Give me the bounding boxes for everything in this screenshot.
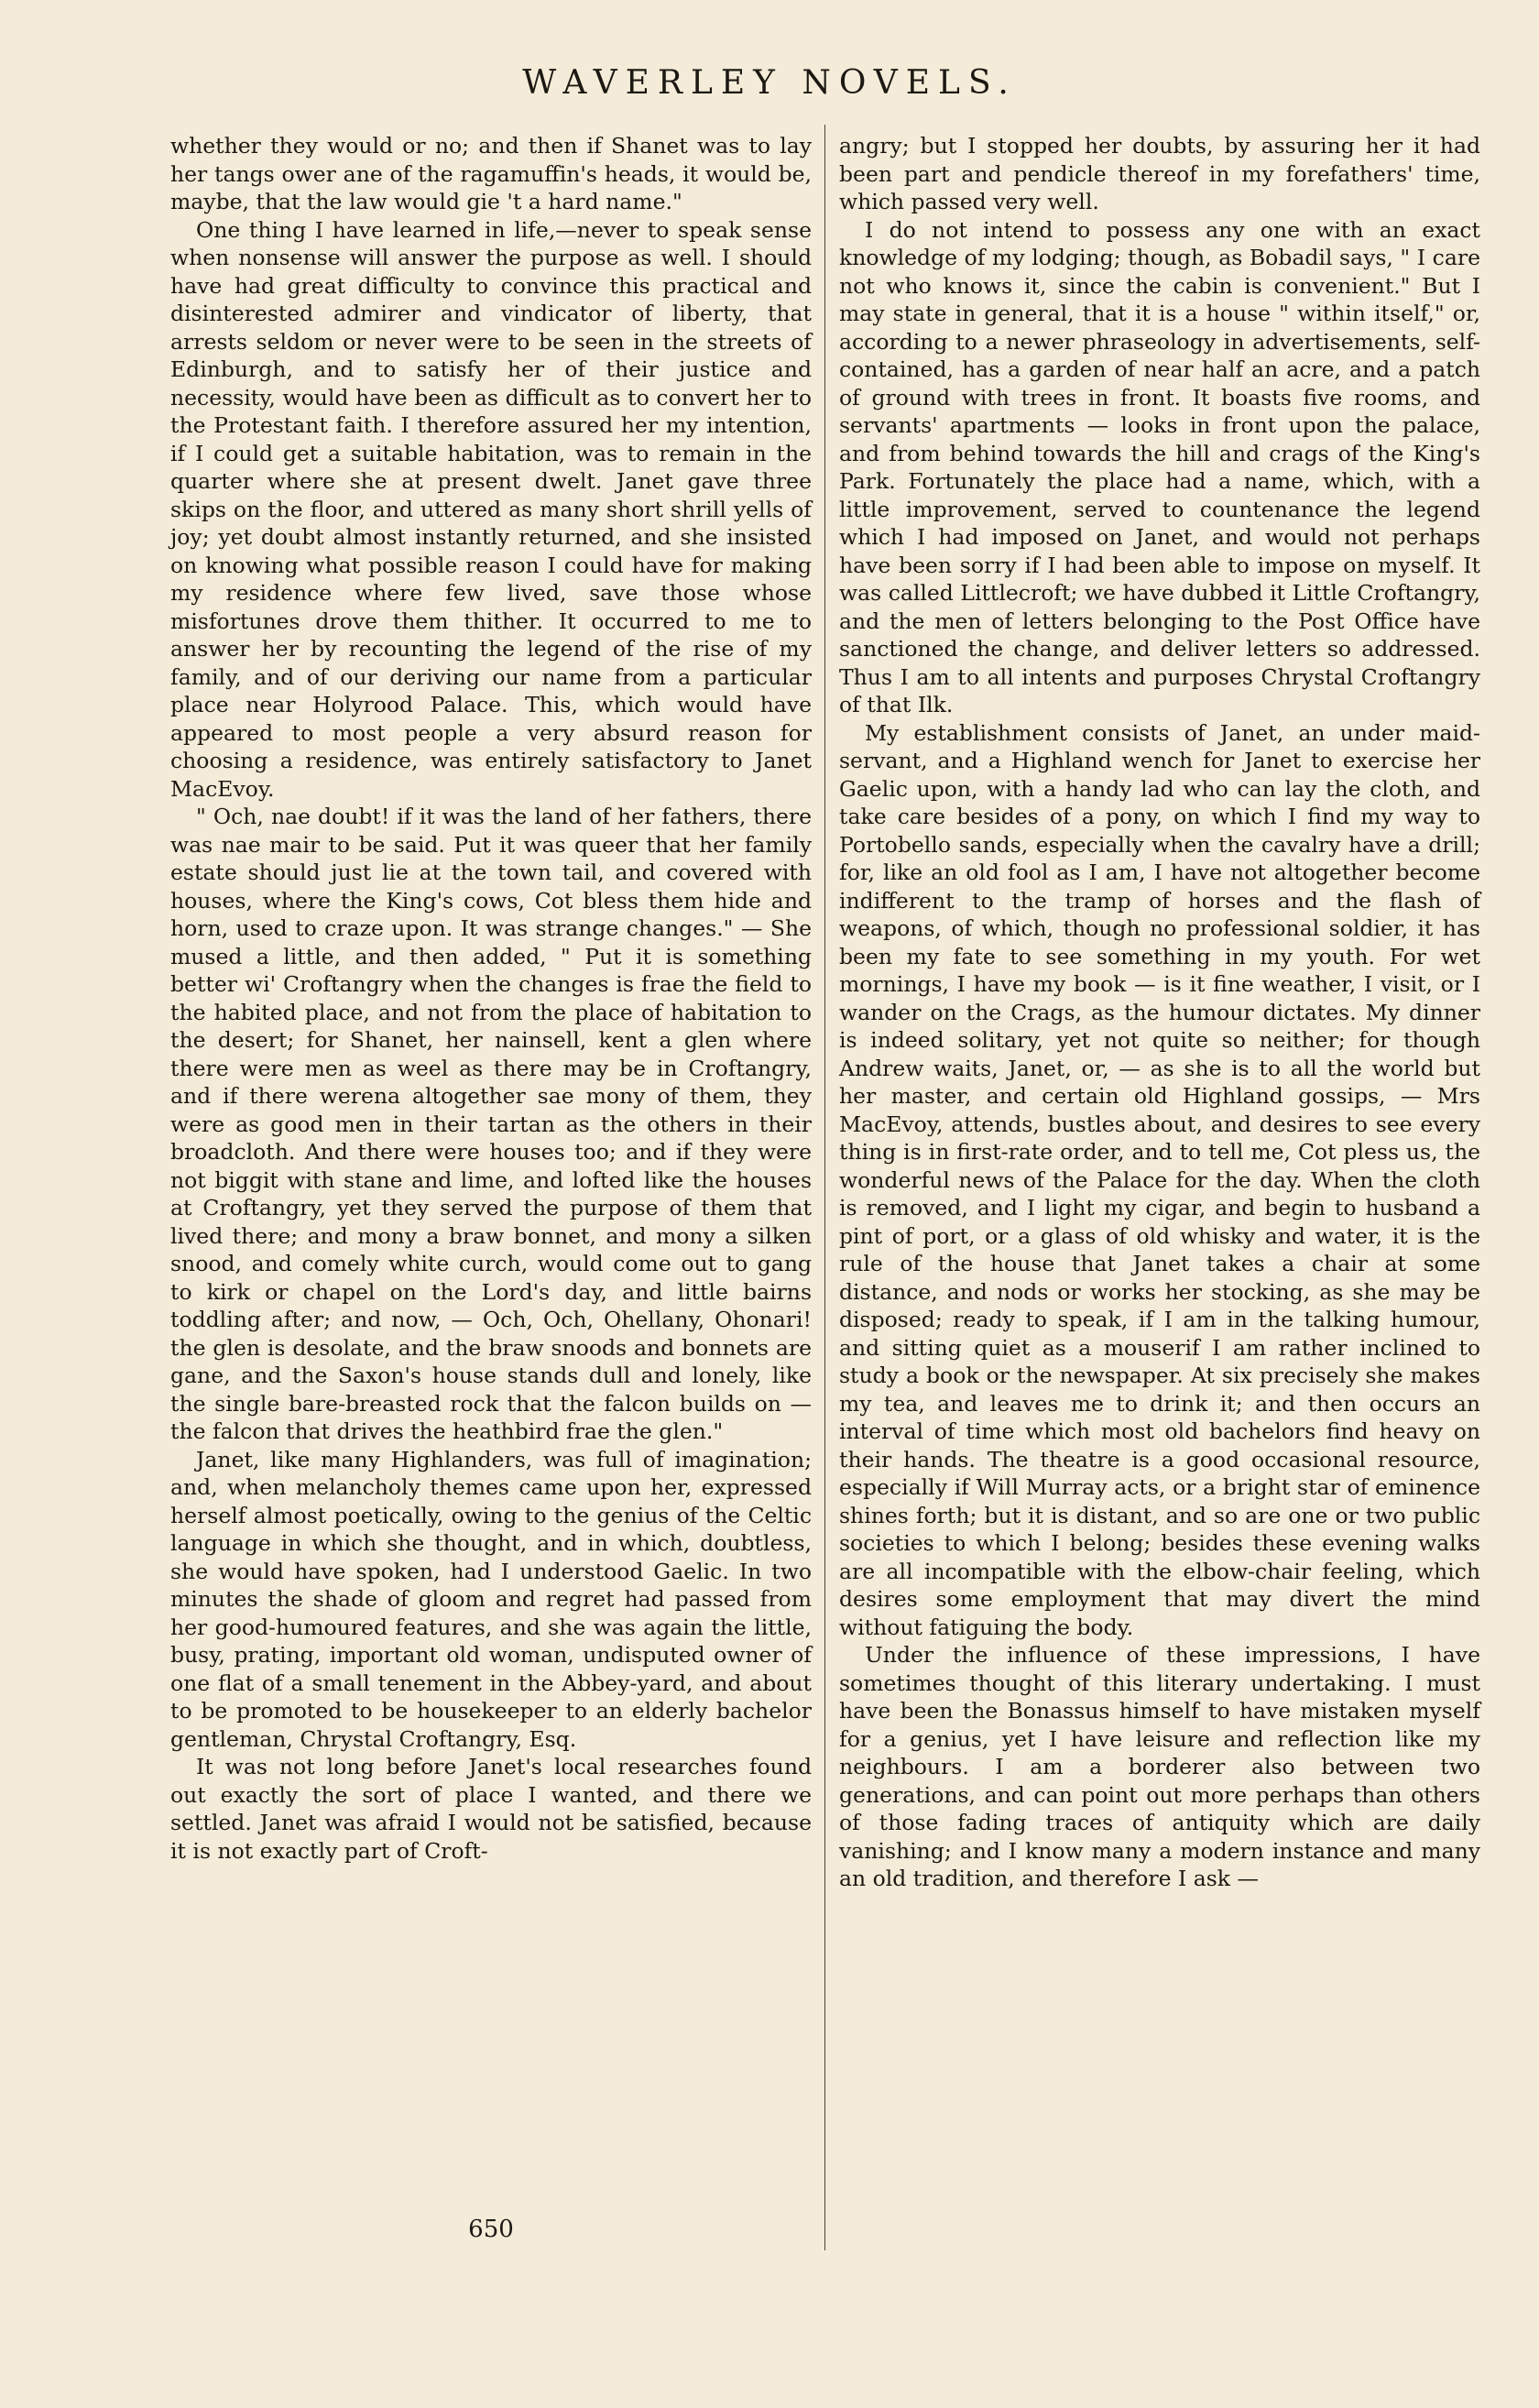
paragraph: One thing I have learned in life,—never to speak sense when nonsense will answer the purpose as well. I should have had great difficulty to convince this practical and disinterested admirer and vindicator of liberty, that arrests seldom or never were to be seen in the streets of Edinburgh, and to satisfy her of their justice and necessity, would have been as difficult as to convert her to the Protestant faith. I therefore assured her my intention, if I could get a suitable habitation, was to remain in the quarter where she at present dwelt. Janet gave three skips on the floor, and uttered as many short shrill yells of joy; yet doubt almost instantly returned, and she insisted on knowing what possible reason I could have for making my residence where few lived, save those whose misfortunes drove them thither. It occurred to me to answer her by recounting the legend of the rise of my family, and of our deriving our name from a particular place near Holyrood Palace. This, which would have appeared to most people a very absurd reason for choosing a residence, was entirely satisfactory to Janet MacEvoy. bbox=[170, 216, 812, 802]
left-column bbox=[170, 132, 812, 1865]
paragraph: Under the influence of these impressions, I have sometimes thought of this literary undertaking. I must have been the Bonassus himself to have mistaken myself for a genius, yet I have leisure and reflection like my neighbours. I am a borderer also between two generations, and can point out more perhaps than others of those fading traces of antiquity which are daily vanishing; and I know many a modern instance and many an old tradition, and therefore I ask — bbox=[839, 1642, 1480, 1891]
paragraph: It was not long before Janet's local researches found out exactly the sort of place I wanted, and there we settled. Janet was afraid I would not be satisfied, because it is not exactly part of Croft- bbox=[170, 1754, 812, 1864]
column-divider bbox=[824, 125, 825, 2250]
paragraph: " Och, nae doubt! if it was the land of her fathers, there was nae mair to be said. Put it was queer that her family estate should just lie at the town tail, and covered with houses, where the King's cows, Cot bless them hide and horn, used to craze upon. It was strange changes." — She mused a little, and then added, " Put it is something better wi' Croftangry when the changes is frae the field to the habited place, and not from the place of habitation to the desert; for Shanet, her nainsell, kent a glen where there were men as weel as there may be in Croftangry, and if there werena altogether sae mony of them, they were as good men in their tartan as the others in their broadcloth. And there were houses too; and if they were not biggit with stane and lime, and lofted like the houses at Croftangry, yet they served the purpose of them that lived there; and mony a braw bonnet, and mony a silken snood, and comely white curch, would come out to gang to kirk or chapel on the Lord's day, and little bairns toddling after; and now, — Och, Och, Ohellany, Ohonari! the glen is desolate, and the braw snoods and bonnets are gane, and the Saxon's house stands dull and lonely, like the single bare-breasted rock that the falcon builds on — the falcon that drives the heathbird frae the glen." bbox=[170, 804, 812, 1444]
paragraph: whether they would or no; and then if Shanet was to lay her tangs ower ane of the ragamuffin's heads, it would be, maybe, that the law would gie 't a hard name." bbox=[170, 133, 812, 214]
paragraph: Janet, like many Highlanders, was full of imagination; and, when melancholy themes came upon her, expressed herself almost poetically, owing to the genius of the Celtic language in which she thought, and in which, doubtless, she would have spoken, had I understood Gaelic. In two minutes the shade of gloom and regret had passed from her good-humoured features, and she was again the little, busy, prating, important old woman, undisputed owner of one flat of a small tenement in the Abbey-yard, and about to be promoted to be housekeeper to an elderly bachelor gentleman, Chrystal Croftangry, Esq. bbox=[170, 1446, 812, 1752]
right-column bbox=[839, 132, 1480, 1893]
paragraph: I do not intend to possess any one with an exact knowledge of my lodging; though, as Bobadil says, " I care not who knows it, since the cabin is convenient." But I may state in general, that it is a house " within itself," or, according to a newer phraseology in advertisements, self-contained, has a garden of near half an acre, and a patch of ground with trees in front. It boasts five rooms, and servants' apartments — looks in front upon the palace, and from behind towards the hill and crags of the King's Park. Fortunately the place had a name, which, with a little improvement, served to countenance the legend which I had imposed on Janet, and would not perhaps have been sorry if I had been able to impose on myself. It was called Littlecroft; we have dubbed it Little Croftangry, and the men of letters belonging to the Post Office have sanctioned the change, and deliver letters so addressed. Thus I am to all intents and purposes Chrystal Croftangry of that Ilk. bbox=[839, 216, 1480, 717]
page-number: 650 bbox=[468, 2216, 514, 2243]
paragraph: My establishment consists of Janet, an under maid-servant, and a Highland wench for Janet to exercise her Gaelic upon, with a handy lad who can lay the cloth, and take care besides of a pony, on which I find my way to Portobello sands, especially when the cavalry have a drill; for, like an old fool as I am, I have not altogether become indifferent to the tramp of horses and the flash of weapons, of which, though no professional soldier, it has been my fate to see something in my youth. For wet mornings, I have my book — is it fine weather, I visit, or I wander on the Crags, as the humour dictates. My dinner is indeed solitary, yet not quite so neither; for though Andrew waits, Janet, or, — as she is to all the world but her master, and certain old Highland gossips, — Mrs MacEvoy, attends, bustles about, and desires to see every thing is in first-rate order, and to tell me, Cot pless us, the wonderful news of the Palace for the day. When the cloth is removed, and I light my cigar, and begin to husband a pint of port, or a glass of old whisky and water, it is the rule of the house that Janet takes a chair at some distance, and nods or works her stocking, as she may be disposed; ready to speak, if I am in the talking humour, and sitting quiet as a mouserif I am rather inclined to study a book or the newspaper. At six precisely she makes my tea, and leaves me to drink it; and then occurs an interval of time which most old bachelors find heavy on their hands. The theatre is a good occasional resource, especially if Will Murray acts, or a bright star of eminence shines forth; but it is distant, and so are one or two public societies to which I belong; besides these evening walks are all incompatible with the elbow-chair feeling, which desires some employment that may divert the mind without fatiguing the body. bbox=[839, 719, 1480, 1640]
running-header: WAVERLEY NOVELS. bbox=[522, 64, 1017, 102]
paragraph: angry; but I stopped her doubts, by assuring her it had been part and pendicle thereof in my forefathers' time, which passed very well. bbox=[839, 133, 1480, 214]
